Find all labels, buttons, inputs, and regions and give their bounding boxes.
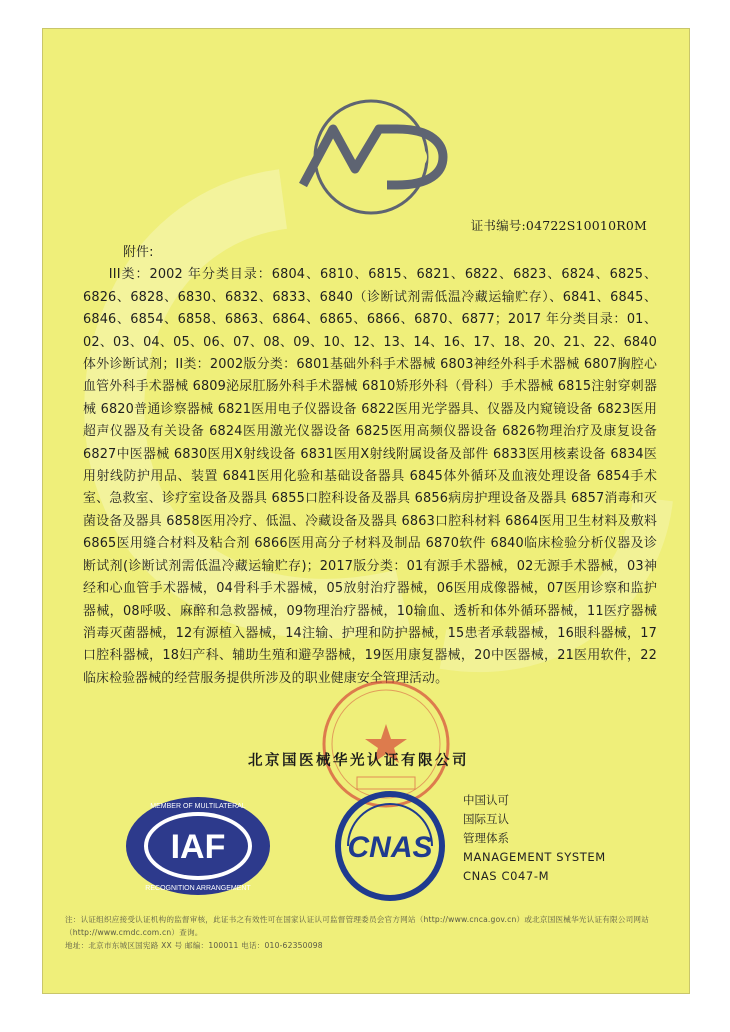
svg-text:MEMBER OF MULTILATERAL: MEMBER OF MULTILATERAL — [150, 803, 246, 810]
accreditation-cn-line-3: 管理体系 — [463, 831, 509, 845]
cnas-logo-icon — [328, 791, 458, 901]
accreditation-en-line-1: MANAGEMENT SYSTEM — [463, 850, 606, 864]
svg-text:RECOGNITION ARRANGEMENT: RECOGNITION ARRANGEMENT — [145, 885, 251, 892]
accreditation-en-line-2: CNAS C047-M — [463, 869, 550, 883]
footer-line-1: 注：认证组织应接受认证机构的监督审核，此证书之有效性可在国家认证认可监督管理委员会官方网站（http://www.cnca.gov.cn）或北京国医械华光认证有限公司网站（http://www.cmdc.com.cn）查询。 — [65, 915, 650, 937]
footer-line-2: 地址：北京市东城区国宪路 XX 号 邮编：100011 电话：010-62350098 — [65, 941, 323, 950]
accreditation-text — [463, 791, 606, 886]
annex-label: 附件: — [123, 245, 154, 260]
certificate-annex-page — [42, 28, 690, 994]
certificate-number: 证书编号:04722S10010R0M — [470, 218, 647, 233]
accreditation-cn-line-1: 中国认可 — [463, 793, 509, 807]
footer-note — [65, 913, 669, 952]
company-name: 北京国医械华光认证有限公司 — [248, 753, 469, 769]
accreditation-cn-line-2: 国际互认 — [463, 812, 509, 826]
annex-scope-text: III类：2002 年分类目录：6804、6810、6815、6821、6822、6823、6824、6825、6826、6828、6830、6832、6833、6840（诊断试剂需低温冷藏运输贮存）、6841、6845、6846、6854、6858、6863、6864、6865、6866、6870、6877；2017 年分类目录：01、02、03、04、05、06、07、08、09、10、12、13、14、16、17、18、20、21、22、6840 体外诊断试剂；II类：2002版分类：6801基础外科手术器械 6803神经外科手术器械 6807胸腔心血管外科手术器械 6809泌尿肛肠外科手术器械 6810矫形外科（骨科）手术器械 6815注射穿刺器械 6820普通诊察器械 6821医用电子仪器设备 6822医用光学器具、仪器及内窥镜设备 6823医用超声仪器及有关设备 6824医用激光仪器设备 6825医用高频仪器设备 6826物理治疗及康复设备 6827中医器械 6830医用X射线设备 6831医用X射线附属设备及部件 6833医用核素设备 6834医用射线防护用品、装置 6841医用化验和基础设备器具 6845体外循环及血液处理设备 6854手术室、急救室、诊疗室设备及器具 6855口腔科设备及器具 6856病房护理设备及器具 6857消毒和灭菌设备及器具 6858医用冷疗、低温、冷藏设备及器具 6863口腔科材料 6864医用卫生材料及敷料 6865医用缝合材料及粘合剂 6866医用高分子材料及制品 6870软件 6840临床检验分析仪器及诊断试剂(诊断试剂需低温冷藏运输贮存)；2017版分类：01有源手术器械，02无源手术器械，03神经和心血管手术器械，04骨科手术器械，05放射治疗器械，06医用成像器械，07医用诊察和监护器械，08呼吸、麻醉和急救器械，09物理治疗器械，10输血、透析和体外循环器械，11医疗器械消毒灭菌器械，12有源植入器械，14注输、护理和防护器械，15患者承载器械，16眼科器械，17口腔科器械，18妇产科、辅助生殖和避孕器械，19医用康复器械，20中医器械，21医用软件，22临床检验器械的经营服务提供所涉及的职业健康安全管理活动。 — [83, 267, 657, 686]
svg-text:IAF: IAF — [170, 828, 226, 866]
svg-text:CNAS: CNAS — [347, 831, 433, 864]
md-logo-icon — [293, 97, 453, 217]
annex-content — [83, 242, 657, 690]
iaf-logo-icon — [123, 794, 273, 898]
